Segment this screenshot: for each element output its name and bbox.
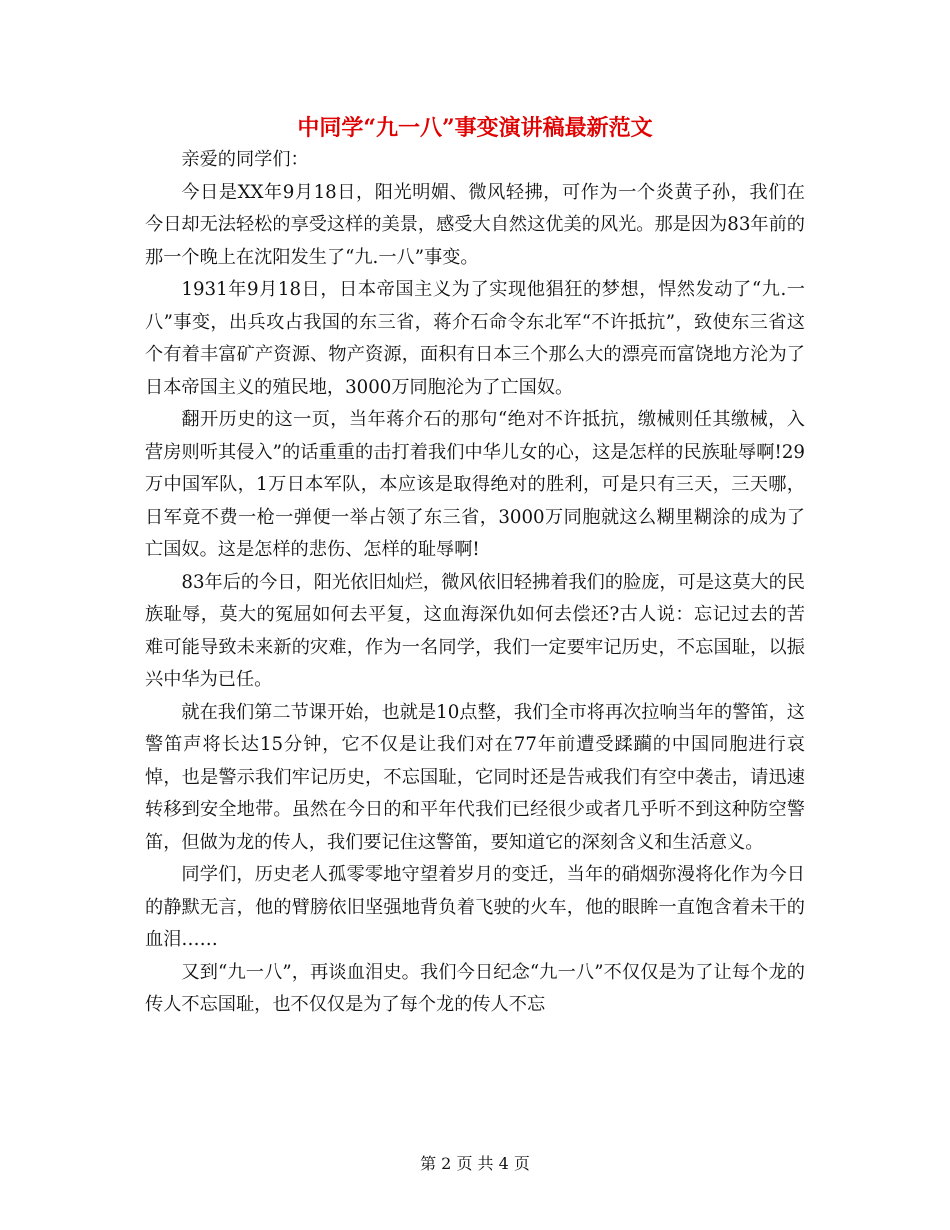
document-title: 中同学“九一八”事变演讲稿最新范文 — [297, 115, 653, 141]
paragraph: 今日是XX年9月18日，阳光明媚、微风轻拂，可作为一个炎黄子孙，我们在今日却无法轻松的享受这样的美景，感受大自然这优美的风光。那是因为83年前的那一个晚上在沈阳发生了“九.一八”事变。 — [145, 181, 805, 268]
paragraph: 1931年9月18日，日本帝国主义为了实现他猖狂的梦想，悍然发动了“九.一八”事变，出兵攻占我国的东三省，蒋介石命令东北军“不许抵抗”，致使东三省这个有着丰富矿产资源、物产资源，面积有日本三个那么大的漂亮而富饶地方沦为了日本帝国主义的殖民地，3000万同胞沦为了亡国奴。 — [145, 279, 805, 398]
salutation: 亲爱的同学们： — [181, 149, 309, 170]
page-number-footer: 第 2 页 共 4 页 — [420, 1154, 530, 1173]
paragraph: 同学们，历史老人孤零零地守望着岁月的变迁，当年的硝烟弥漫将化作为今日的静默无言，他的臂膀依旧坚强地背负着飞驶的火车，他的眼眸一直饱含着未干的血泪…… — [145, 864, 805, 950]
paragraph: 就在我们第二节课开始，也就是10点整，我们全市将再次拉响当年的警笛，这警笛声将长达15分钟，它不仅是让我们对在77年前遭受蹂躏的中国同胞进行哀悼，也是警示我们牢记历史，不忘国耻，它同时还是告戒我们有空中袭击，请迅速转移到安全地带。虽然在今日的和平年代我们已经很少或者几乎听不到这种防空警笛，但做为龙的传人，我们要记住这警笛，要知道它的深刻含义和生活意义。 — [145, 701, 805, 853]
paragraph: 翻开历史的这一页，当年蒋介石的那句“绝对不许抵抗，缴械则任其缴械，入营房则听其侵入”的话重重的击打着我们中华儿女的心，这是怎样的民族耻辱啊!29万中国军队，1万日本军队，本应该是取得绝对的胜利，可是只有三天，三天哪，日军竟不费一枪一弹便一举占领了东三省，3000万同胞就这么糊里糊涂的成为了亡国奴。这是怎样的悲伤、怎样的耻辱啊! — [145, 409, 805, 560]
paragraph: 又到“九一八”，再谈血泪史。我们今日纪念“九一八”不仅仅是为了让每个龙的传人不忘国耻，也不仅仅是为了每个龙的传人不忘 — [145, 961, 805, 1015]
paragraph: 83年后的今日，阳光依旧灿烂，微风依旧轻拂着我们的脸庞，可是这莫大的民族耻辱，莫大的冤屈如何去平复，这血海深仇如何去偿还?古人说：忘记过去的苦难可能导致未来新的灾难，作为一名同学，我们一定要牢记历史，不忘国耻，以振兴中华为已任。 — [145, 571, 805, 690]
document-body — [145, 144, 805, 1022]
